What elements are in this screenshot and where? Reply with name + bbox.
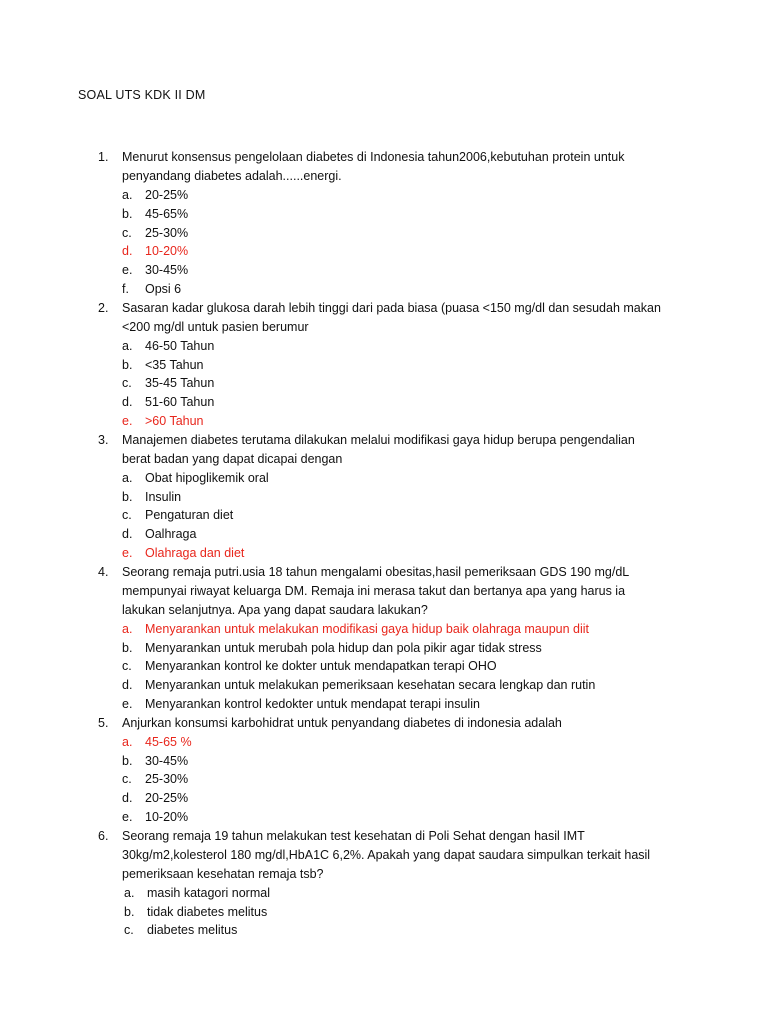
option-letter: c.	[122, 376, 132, 391]
option-d	[0, 789, 768, 808]
option-letter: e.	[122, 413, 133, 428]
option-letter: d.	[122, 678, 133, 693]
option-e	[0, 695, 768, 714]
option-c	[0, 374, 768, 393]
option-text: masih katagori normal	[147, 885, 270, 900]
option-letter: a.	[122, 470, 133, 485]
option-text: Opsi 6	[145, 281, 182, 296]
question-text: Manajemen diabetes terutama dilakukan melalui modifikasi gaya hidup berupa pengendalian berat badan yang dapat dicapai dengan	[122, 432, 635, 466]
option-letter: b.	[122, 489, 133, 504]
option-text: Menyarankan untuk melakukan modifikasi gaya hidup baik olahraga maupun diit	[145, 621, 590, 636]
option-letter: e.	[122, 263, 133, 278]
question-text: Sasaran kadar glukosa darah lebih tinggi dari pada biasa (puasa <150 mg/dl dan sesudah makan <200 mg/dl untuk pasien berumur	[122, 300, 661, 334]
question-number: 6.	[98, 828, 109, 843]
option-text: Obat hipoglikemik oral	[145, 470, 269, 485]
option-text: Oalhraga	[145, 527, 197, 542]
option-text: Insulin	[145, 489, 182, 504]
option-b	[0, 488, 768, 507]
option-text: Olahraga dan diet	[145, 545, 245, 560]
option-letter: d.	[122, 244, 133, 259]
question-text: Menurut konsensus pengelolaan diabetes di Indonesia tahun2006,kebutuhan protein untuk penyandang diabetes adalah......energi.	[122, 150, 625, 183]
option-letter: a.	[122, 188, 133, 202]
option-letter: c.	[122, 225, 132, 240]
question-number: 5.	[98, 715, 109, 730]
option-a	[0, 186, 768, 205]
option-letter: d.	[122, 791, 133, 806]
option-list	[0, 733, 768, 827]
option-a	[0, 884, 768, 903]
option-a	[0, 733, 768, 752]
option-e	[0, 261, 768, 280]
option-text: 10-20%	[145, 809, 189, 824]
option-text: tidak diabetes melitus	[147, 904, 268, 919]
option-c	[0, 770, 768, 789]
option-letter: d.	[122, 395, 133, 410]
option-text: 10-20%	[145, 244, 189, 259]
option-d	[0, 525, 768, 544]
question-text: Anjurkan konsumsi karbohidrat untuk penyandang diabetes di indonesia adalah	[122, 715, 562, 730]
option-text: 46-50 Tahun	[145, 338, 215, 353]
option-text: 30-45%	[145, 263, 189, 278]
option-list	[0, 337, 768, 431]
question-1	[0, 148, 768, 299]
option-letter: c.	[124, 923, 134, 938]
option-d	[0, 676, 768, 695]
option-letter: c.	[122, 772, 132, 787]
option-d	[0, 242, 768, 261]
option-letter: b.	[122, 640, 133, 655]
question-number: 1.	[98, 150, 109, 164]
option-list	[0, 884, 768, 940]
option-text: diabetes melitus	[147, 923, 238, 938]
option-letter: b.	[122, 753, 133, 768]
option-letter: e.	[122, 545, 133, 560]
option-text: >60 Tahun	[145, 413, 204, 428]
option-text: 30-45%	[145, 753, 189, 768]
option-c	[0, 657, 768, 676]
question-text: Seorang remaja 19 tahun melakukan test kesehatan di Poli Sehat dengan hasil IMT 30kg/m2,kolesterol 180 mg/dl,HbA1C 6,2%. Apakah yang dapat saudara simpulkan terkait hasil pemeriksaan kesehatan remaja tsb?	[122, 828, 651, 881]
option-text: 45-65%	[145, 206, 189, 221]
option-letter: b.	[124, 904, 135, 919]
option-c	[0, 506, 768, 525]
option-e	[0, 412, 768, 431]
option-a	[0, 469, 768, 488]
option-text: Menyarankan kontrol kedokter untuk mendapat terapi insulin	[145, 696, 480, 711]
option-text: 20-25%	[145, 188, 189, 202]
question-text: Seorang remaja putri.usia 18 tahun mengalami obesitas,hasil pemeriksaan GDS 190 mg/dL mempunyai riwayat keluarga DM. Remaja ini merasa takut dan bertanya apa yang harus ia lakukan selanjutnya. Apa yang dapat saudara lakukan?	[122, 564, 630, 617]
option-text: 51-60 Tahun	[145, 395, 215, 410]
option-letter: c.	[122, 508, 132, 523]
option-letter: b.	[122, 206, 133, 221]
question-6	[0, 827, 768, 940]
option-f	[0, 280, 768, 299]
question-5	[0, 714, 768, 827]
option-letter: e.	[122, 696, 133, 711]
option-list	[0, 469, 768, 563]
option-text: Pengaturan diet	[145, 508, 234, 523]
option-letter: e.	[122, 809, 133, 824]
question-number: 2.	[98, 300, 109, 315]
option-c	[0, 921, 768, 940]
question-number: 4.	[98, 564, 109, 579]
option-e	[0, 808, 768, 827]
option-b	[0, 752, 768, 771]
option-text: 35-45 Tahun	[145, 376, 215, 391]
option-letter: a.	[122, 621, 133, 636]
option-letter: c.	[122, 659, 132, 674]
option-text: 25-30%	[145, 225, 189, 240]
option-b	[0, 205, 768, 224]
option-c	[0, 224, 768, 243]
option-text: 45-65 %	[145, 734, 192, 749]
question-list	[0, 148, 768, 940]
option-letter: a.	[122, 338, 133, 353]
option-a	[0, 620, 768, 639]
question-2	[0, 299, 768, 431]
question-4	[0, 563, 768, 714]
question-3	[0, 431, 768, 563]
option-e	[0, 544, 768, 563]
document-title: SOAL UTS KDK II DM	[78, 88, 206, 102]
question-number: 3.	[98, 432, 109, 447]
option-letter: a.	[124, 885, 135, 900]
option-letter: d.	[122, 527, 133, 542]
option-text: 25-30%	[145, 772, 189, 787]
option-d	[0, 393, 768, 412]
option-b	[0, 903, 768, 922]
option-b	[0, 356, 768, 375]
option-b	[0, 639, 768, 658]
option-letter: f.	[122, 281, 129, 296]
option-text: Menyarankan untuk melakukan pemeriksaan kesehatan secara lengkap dan rutin	[145, 678, 596, 693]
option-text: 20-25%	[145, 791, 189, 806]
option-list	[0, 186, 768, 299]
option-text: <35 Tahun	[145, 357, 204, 372]
option-list	[0, 620, 768, 714]
option-text: Menyarankan untuk merubah pola hidup dan pola pikir agar tidak stress	[145, 640, 542, 655]
option-letter: b.	[122, 357, 133, 372]
option-text: Menyarankan kontrol ke dokter untuk mendapatkan terapi OHO	[145, 659, 497, 674]
option-a	[0, 337, 768, 356]
option-letter: a.	[122, 734, 133, 749]
